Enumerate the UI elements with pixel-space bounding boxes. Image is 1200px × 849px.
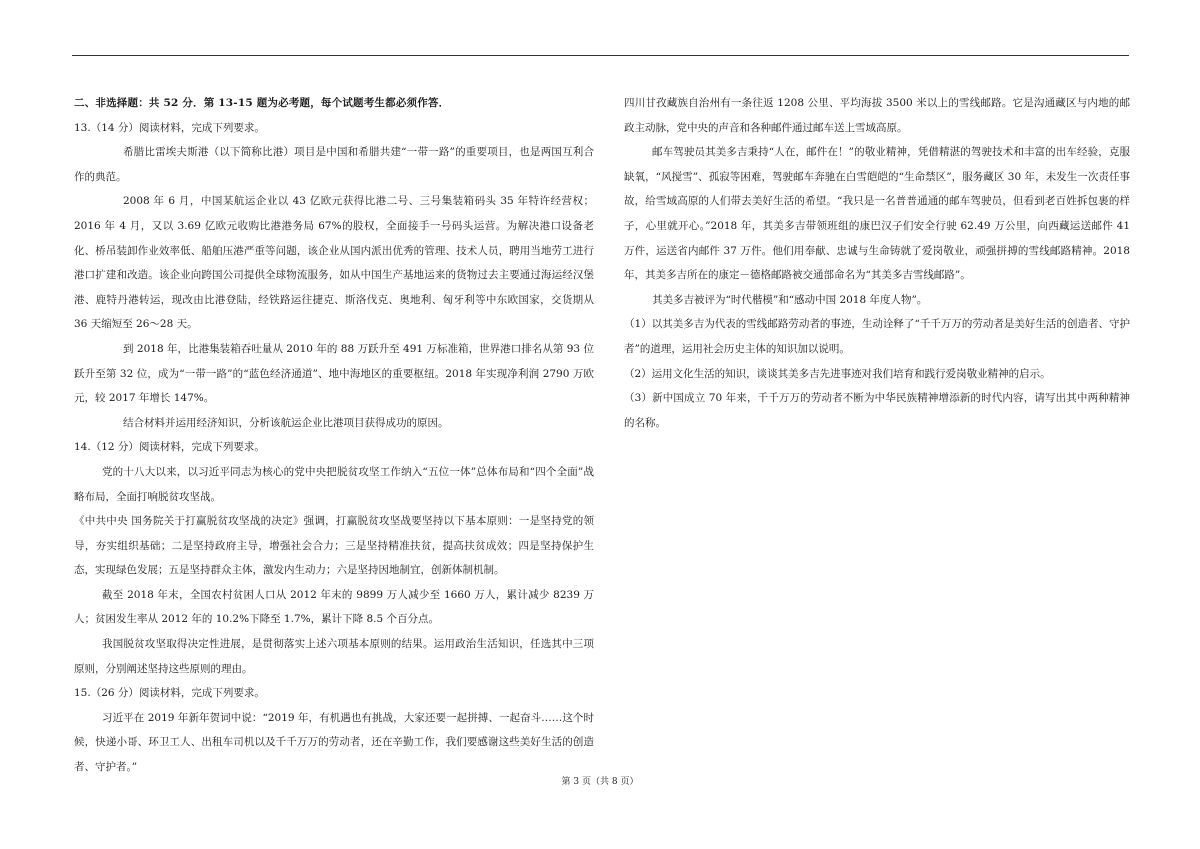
- q15-task-1: （1）以其美多吉为代表的雪线邮路劳动者的事迹，生动诠释了“千千万万的劳动者是美好生活的创造者、守护者”的道理，运用社会历史主体的知识加以说明。: [624, 318, 1130, 355]
- left-column: [74, 91, 594, 780]
- q15-task-2: （2）运用文化生活的知识，谈谈其美多吉先进事迹对我们培育和践行爱岗敬业精神的启示。: [624, 367, 1051, 380]
- question-15-heading: 15.（26 分）阅读材料，完成下列要求。: [74, 687, 265, 700]
- q14-paragraph-1: 党的十八大以来，以习近平同志为核心的党中央把脱贫攻坚工作纳入“五位一体”总体布局和“四个全面”战略布局，全面打响脱贫攻坚战。: [74, 465, 594, 503]
- q13-paragraph-3: 到 2018 年，比港集装箱吞吐量从 2010 年的 88 万跃升至 491 万标准箱，世界港口排名从第 93 位跃升至第 32 位，成为“一带一路”的“蓝色经济通道”、地中海地区的重要枢纽。2018 年实现净利润 2790 万欧元，较 2017 年增长 147%。: [74, 342, 594, 405]
- q14-paragraph-3: 截至 2018 年末，全国农村贫困人口从 2012 年末的 9899 万人减少至 1660 万人，累计减少 8239 万人；贫困发生率从 2012 年的 10.2%下降至 1.7%，累计下降 8.5 个百分点。: [74, 588, 594, 626]
- right-column: [624, 91, 1130, 435]
- q15-paragraph-1: 习近平在 2019 年新年贺词中说：“2019 年，有机遇也有挑战，大家还要一起拼搏、一起奋斗……这个时候，快递小哥、环卫工人、出租车司机以及千千万万的劳动者，还在辛勤工作，我们要感谢这些美好生活的创造者、守护者。”: [74, 711, 594, 774]
- question-13-heading: 13.（14 分）阅读材料，完成下列要求。: [74, 121, 265, 134]
- q13-paragraph-1: 希腊比雷埃夫斯港（以下简称比港）项目是中国和希腊共建“一带一路”的重要项目，也是两国互利合作的典范。: [74, 146, 594, 183]
- q13-paragraph-2: 2008 年 6 月，中国某航运企业以 43 亿欧元获得比港二号、三号集装箱码头 35 年特许经营权；2016 年 4 月，又以 3.69 亿欧元收购比港港务局 67%的股权，全面接手一号码头运营。为解决港口设备老化、桥吊装卸作业效率低、船舶压港严重等问题，该企业从国内派出优秀的管理、技术人员，聘用当地劳工进行港口扩建和改造。该企业向跨国公司提供全球物流服务，如从中国生产基地运来的货物过去主要通过海运经汉堡港、鹿特丹港转运，现改由比港登陆，经铁路运往捷克、斯洛伐克、奥地利、匈牙利等中东欧国家，交货期从 36 天缩短至 26～28 天。: [74, 195, 594, 331]
- q14-paragraph-2: 《中共中央 国务院关于打赢脱贫攻坚战的决定》强调，打赢脱贫攻坚战要坚持以下基本原则：一是坚持党的领导，夯实组织基础；二是坚持政府主导，增强社会合力；三是坚持精准扶贫，提高扶贫成效；四是坚持保护生态，实现绿色发展；五是坚持群众主体，激发内生动力；六是坚持因地制宜，创新体制机制。: [74, 515, 594, 577]
- header-rule: [72, 55, 1129, 56]
- question-14-heading: 14.（12 分）阅读材料，完成下列要求。: [74, 441, 265, 454]
- page-number-footer: 第 3 页（共 8 页）: [561, 777, 639, 787]
- section-title: 二、非选择题：共 52 分．第 13-15 题为必考题，每个试题考生都必须作答．: [74, 97, 450, 109]
- q15-task-3: （3）新中国成立 70 年来，千千万万的劳动者不断为中华民族精神增添新的时代内容，请写出其中两种精神的名称。: [624, 392, 1130, 429]
- q15-paragraph-2: 四川甘孜藏族自治州有一条往返 1208 公里、平均海拔 3500 米以上的雪线邮路。它是沟通藏区与内地的邮政主动脉，党中央的声音和各种邮件通过邮车送上雪域高原。: [624, 97, 1130, 134]
- q14-task: 我国脱贫攻坚取得决定性进展，是贯彻落实上述六项基本原则的结果。运用政治生活知识，任选其中三项原则，分别阐述坚持这些原则的理由。: [74, 638, 594, 675]
- q15-paragraph-4: 其美多吉被评为“时代楷模”和“感动中国 2018 年度人物”。: [652, 293, 928, 306]
- q15-paragraph-3: 邮车驾驶员其美多吉秉持“人在，邮件在！”的敬业精神，凭借精湛的驾驶技术和丰富的出车经验，克服缺氧，“风搅雪”、孤寂等困难，驾驶邮车奔驰在白雪皑皑的“生命禁区”，服务藏区 30 年，未发生一次责任事故，给雪域高原的人们带去美好生活的希望。“我只是一名普普通通的邮车驾驶员，但看到老百姓拆包裹的样子，心里就开心。”2018 年，其美多吉带领班组的康巴汉子们安全行驶 62.49 万公里，向西藏运送邮件 41 万件，运送省内邮件 37 万件。他们用奉献、忠诚与生命铸就了爱岗敬业，顽强拼搏的雪线邮路精神。2018 年，其美多吉所在的康定－德格邮路被交通部命名为“其美多吉雪线邮路”。: [624, 146, 1130, 282]
- q13-task: 结合材料并运用经济知识，分析该航运企业比港项目获得成功的原因。: [123, 416, 449, 429]
